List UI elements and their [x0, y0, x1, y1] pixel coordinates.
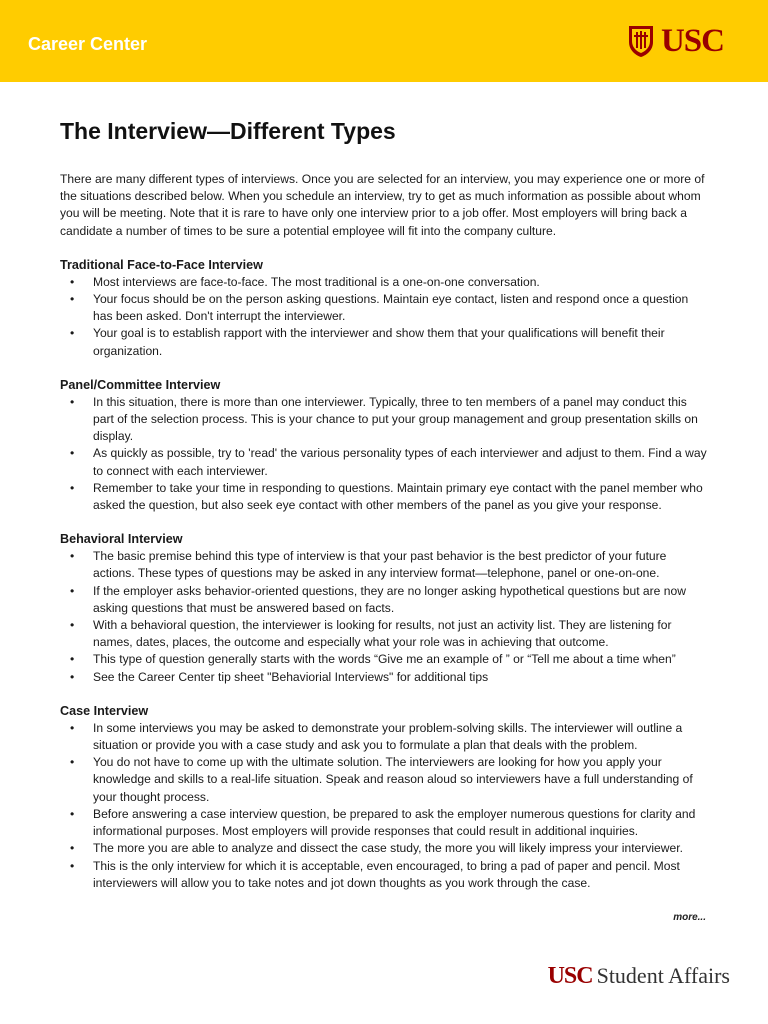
list-item-text: This is the only interview for which it is acceptable, even encouraged, to bring a pad of paper and pencil. Most interviewers will allow you to take notes and jot down thoughts as you work through the case. [93, 858, 680, 890]
list-item [60, 291, 710, 325]
list-item [60, 806, 710, 840]
list-item [60, 617, 710, 651]
list-item-text: Your focus should be on the person asking questions. Maintain eye contact, listen and respond once a question has been asked. Don't interrupt the interviewer. [93, 292, 689, 324]
bullet-list [60, 274, 710, 360]
list-item-text: As quickly as possible, try to 'read' the various personality types of each interviewer and adjust to them. Find a way to connect with each interviewer. [93, 446, 707, 478]
page-title: The Interview—Different Types [60, 118, 396, 144]
list-item-text: See the Career Center tip sheet "Behaviorial Interviews" for additional tips [93, 669, 489, 684]
section [60, 703, 710, 892]
department-name: Career Center [28, 34, 148, 54]
list-item [60, 669, 710, 686]
bullet-icon: • [70, 394, 75, 409]
bullet-icon: • [70, 858, 75, 873]
bullet-icon: • [70, 480, 75, 495]
bullet-icon: • [70, 583, 75, 598]
bullet-icon: • [70, 446, 75, 461]
bullet-list [60, 548, 710, 686]
list-item [60, 480, 710, 514]
list-item-text: In this situation, there is more than one interviewer. Typically, three to ten members of a panel may conduct this part of the selection process. This is your chance to put your group management and group presentation skills on display. [93, 394, 698, 444]
list-item [60, 274, 710, 291]
bullet-icon: • [70, 618, 75, 633]
list-item [60, 548, 710, 582]
bullet-icon: • [70, 720, 75, 735]
list-item [60, 583, 710, 617]
student-affairs-logo [548, 963, 730, 990]
list-item-text: The basic premise behind this type of interview is that your past behavior is the best predictor of your future actions. These types of questions may be asked in any interview format—telephone, panel or one-on-one. [93, 549, 667, 581]
list-item-text: Remember to take your time in responding to questions. Maintain primary eye contact with the panel member who asked the question, but also seek eye contact with other members of the panel as you give your response. [93, 480, 703, 513]
footer-student-affairs: Student Affairs [596, 963, 730, 988]
list-item [60, 858, 710, 892]
list-item-text: This type of question generally starts with the words “Give me an example of ” or “Tell me about a time when” [93, 652, 676, 667]
intro-paragraph: There are many different types of interviews. Once you are selected for an interview, you may experience one or more of the situations described below. When you schedule an interview, try to get as much information as possible about whom you will be meeting. Note that it is rare to have only one interview prior to a job offer. Most employers will bring back a candidate a number of times to be sure a potential employee will fit into the company culture. [60, 172, 705, 238]
list-item [60, 394, 710, 446]
bullet-list [60, 720, 710, 892]
list-item-text: The more you are able to analyze and dissect the case study, the more you will likely impress your interviewer. [93, 841, 683, 856]
sections-container [60, 257, 710, 892]
bullet-icon: • [70, 806, 75, 821]
list-item [60, 840, 710, 857]
usc-wordmark: USC [660, 23, 724, 59]
list-item-text: In some interviews you may be asked to demonstrate your problem-solving skills. The interviewer will outline a situation or provide you with a case study and ask you to formulate a plan that deals with the problem. [93, 720, 683, 753]
list-item-text: Your goal is to establish rapport with the interviewer and show them that your qualifications will benefit their organization. [93, 326, 665, 358]
document-body [60, 118, 710, 909]
bullet-icon: • [70, 274, 75, 289]
list-item [60, 325, 710, 359]
footer-usc-wordmark: USC [547, 963, 593, 989]
section-heading: Case Interview [60, 703, 149, 718]
bullet-icon: • [70, 549, 75, 564]
bullet-icon: • [70, 652, 75, 667]
list-item-text: If the employer asks behavior-oriented questions, they are no longer asking hypothetical questions but are now asking questions that must be answered based on facts. [93, 583, 686, 615]
list-item [60, 651, 710, 668]
bullet-icon: • [70, 326, 75, 341]
list-item [60, 754, 710, 806]
list-item-text: Before answering a case interview question, be prepared to ask the employer numerous questions for clarity and informational purposes. Most employers will provide responses that could result in additional inquiries. [93, 806, 696, 839]
list-item [60, 445, 710, 479]
section-heading: Behavioral Interview [60, 532, 183, 547]
bullet-icon: • [70, 669, 75, 684]
list-item [60, 720, 710, 754]
bullet-icon: • [70, 755, 75, 770]
list-item-text: Most interviews are face-to-face. The most traditional is a one-on-one conversation. [93, 274, 540, 289]
usc-logo [627, 24, 724, 58]
bullet-icon: • [70, 292, 75, 307]
list-item-text: With a behavioral question, the interviewer is looking for results, not just an activity list. They are listening for names, dates, places, the outcome and especially what your role was in achieving that outcome. [93, 618, 672, 650]
section [60, 531, 710, 686]
usc-seal-icon [627, 24, 655, 58]
section-heading: Traditional Face-to-Face Interview [60, 257, 263, 272]
section [60, 257, 710, 360]
section [60, 377, 710, 514]
more-link[interactable]: more... [673, 912, 706, 923]
bullet-list [60, 394, 710, 514]
list-item-text: You do not have to come up with the ultimate solution. The interviewers are looking for how you apply your knowledge and skills to a real-life situation. Speak and reason aloud so interviewers have a full understanding of your thought process. [93, 755, 693, 804]
page-header [0, 0, 768, 82]
bullet-icon: • [70, 841, 75, 856]
section-heading: Panel/Committee Interview [60, 377, 221, 392]
